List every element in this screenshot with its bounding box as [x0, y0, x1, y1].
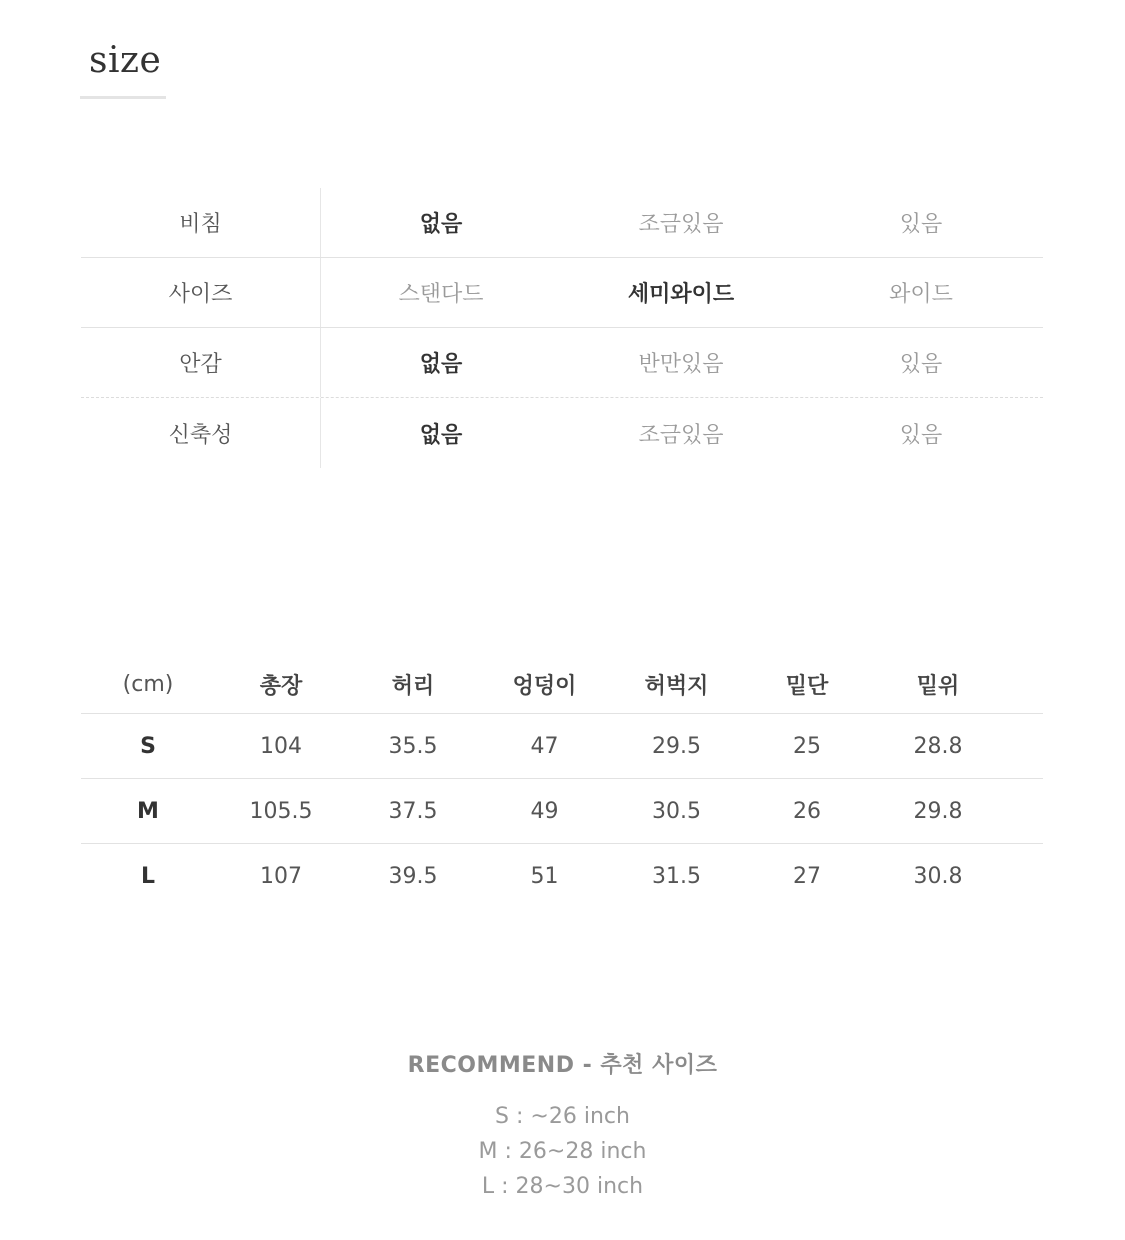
- feature-option: 스탠다드: [398, 282, 484, 307]
- table-cell: 37.5: [388, 798, 438, 824]
- feature-option: 조금있음: [638, 422, 724, 448]
- column-header: 총장: [259, 673, 303, 699]
- table-cell: 49: [530, 798, 559, 824]
- page-title: size: [89, 40, 162, 81]
- table-row: [81, 779, 1043, 844]
- column-header: 밑위: [916, 673, 960, 699]
- size-label: S: [140, 733, 156, 759]
- feature-option: 반만있음: [638, 352, 724, 377]
- feature-row-stretch: [81, 398, 1043, 468]
- recommend-line: S : ~26 inch: [495, 1104, 630, 1129]
- recommend-line: M : 26~28 inch: [478, 1139, 647, 1164]
- feature-option: 있음: [899, 212, 943, 237]
- table-cell: 51: [530, 863, 559, 889]
- table-row: [81, 844, 1043, 908]
- feature-option: 세미와이드: [627, 282, 735, 307]
- feature-row-transparency: [81, 188, 1043, 258]
- table-cell: 35.5: [388, 733, 438, 759]
- feature-option: 와이드: [889, 282, 953, 307]
- table-cell: 47: [530, 733, 559, 759]
- size-label: L: [140, 863, 156, 889]
- feature-option: 없음: [419, 422, 463, 448]
- column-header: 허벅지: [644, 673, 709, 699]
- table-cell: 107: [260, 863, 302, 889]
- feature-option: 없음: [419, 352, 463, 377]
- table-cell: 30.8: [913, 863, 963, 889]
- table-cell: 39.5: [388, 863, 438, 889]
- unit-label: (cm): [122, 671, 174, 697]
- table-cell: 105.5: [249, 798, 313, 824]
- table-cell: 28.8: [913, 733, 963, 759]
- table-cell: 26: [793, 798, 821, 824]
- title-underline: [80, 96, 166, 99]
- feature-option: 조금있음: [638, 212, 724, 237]
- feature-label: 비침: [81, 188, 321, 257]
- feature-label: 안감: [81, 328, 321, 397]
- feature-option: 있음: [899, 352, 943, 377]
- feature-option: 있음: [899, 422, 943, 448]
- table-header-row: [81, 655, 1043, 714]
- column-header: 허리: [391, 673, 435, 699]
- column-header: 밑단: [785, 673, 829, 699]
- feature-row-fit: [81, 258, 1043, 328]
- table-cell: 29.8: [913, 798, 963, 824]
- feature-option: 없음: [419, 212, 463, 237]
- feature-label: 사이즈: [81, 258, 321, 327]
- table-cell: 104: [260, 733, 302, 759]
- table-cell: 27: [793, 863, 821, 889]
- feature-label: 신축성: [81, 398, 321, 468]
- table-cell: 30.5: [652, 798, 701, 824]
- feature-row-lining: [81, 328, 1043, 398]
- table-cell: 25: [793, 733, 821, 759]
- measurement-table: [81, 655, 1043, 908]
- table-cell: 29.5: [652, 733, 701, 759]
- recommend-section: [0, 1048, 1125, 1204]
- column-header: 엉덩이: [512, 673, 577, 699]
- feature-table: [81, 188, 1043, 468]
- table-cell: 31.5: [652, 863, 701, 889]
- recommend-line: L : 28~30 inch: [481, 1174, 644, 1199]
- size-label: M: [137, 798, 159, 824]
- table-row: [81, 714, 1043, 779]
- recommend-title: RECOMMEND - 추천 사이즈: [407, 1053, 718, 1078]
